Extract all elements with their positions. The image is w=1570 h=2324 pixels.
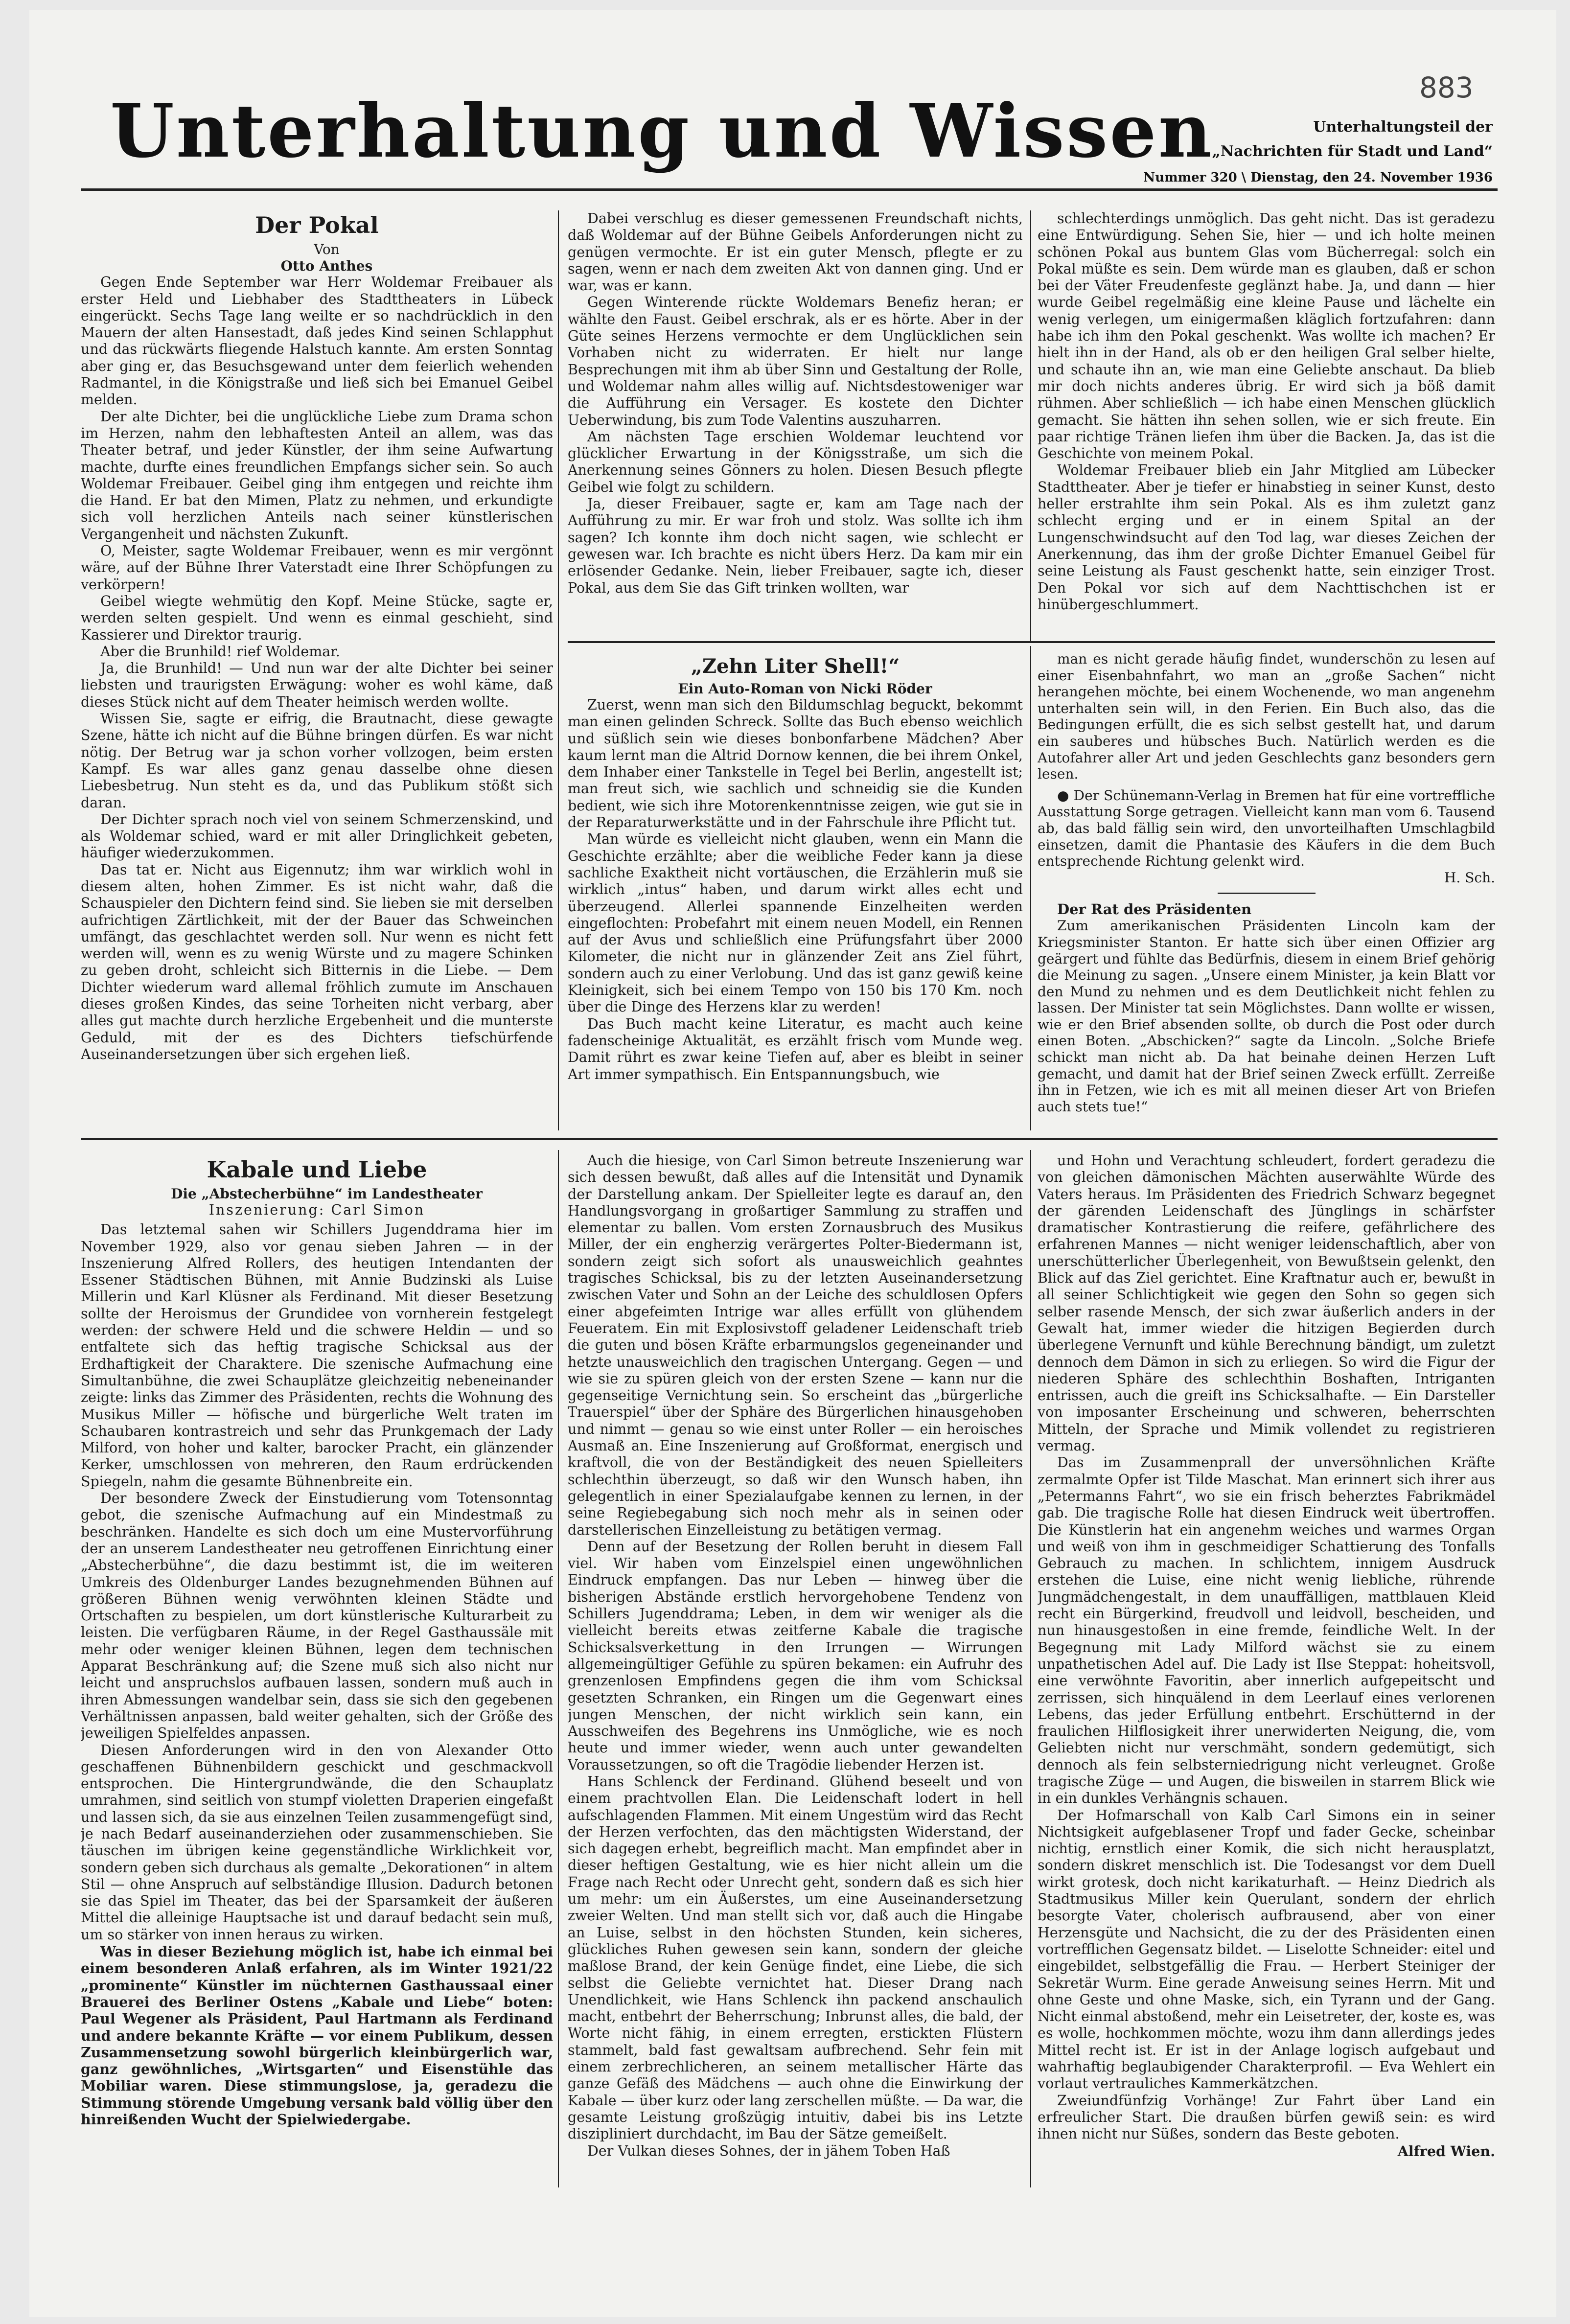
pokal-column-3 (1038, 210, 1495, 636)
rat-title: Der Rat des Präsidenten (1057, 901, 1252, 918)
pokal-column-2 (568, 210, 1023, 626)
pokal-paragraph: Der alte Dichter, bei die unglückliche Liebe zum Drama schon im Herzen, nahm den lebhaftesten Anteil an allem, was das Theater betraf, und jeder Künstler, der ihm seine Aufwartung machte, durfte eines freundlichen Empfangs sicher sein. So auch Woldemar Freibauer. Geibel ging ihm entgegen und reichte ihm die Hand. Er bat den Mimen, Platz zu nehmen, und erkundigte sich voll herzlichen Anteils nach seiner künstlerischen Vergangenheit und nächsten Zukunft. (81, 408, 553, 542)
pokal-paragraph: Aber die Brunhild! rief Woldemar. (100, 643, 340, 660)
kabale-paragraph: Der Hofmarschall von Kalb Carl Simons ein in seiner Nichtsigkeit aufgeblasener Tropf und fader Gecke, scheinbar nichtig, ernstlich einer Komik, die sich nicht herausplatzt, sondern diskret menschlich ist. Die Todesangst vor dem Duell wirkt grotesk, doch nicht karikaturhaft. — Heinz Diedrich als Stadtmusikus Miller kein Querulant, sondern der ehrlich besorgte Vater, cholerisch aufbrausend, aber von einer Herzensgüte und Nachsicht, die zu der des Präsidenten einen vortrefflichen Gegensatz bildet. — Liselotte Schneider: eitel und eingebildet, selbstgefällig die Frau. — Herbert Steiniger der Sekretär Wurm. Eine gerade Anweisung seines Herrn. Mit und ohne Geste und ohne Maske, sich, ein Tyrann und der Gang. Nicht einmal abstoßend, mehr ein Leisetreter, der, koste es, was es wolle, hochkommen möchte, wozu ihm dann allerdings jedes Mittel recht ist. Er ist in der Anlage logisch aufgebaut und wahrhaftig beglaubigender Charakterprofil. — Eva Wehlert ein vorlaut vertrauliches Kammerkätzchen. (1038, 1807, 1495, 2092)
kabale-subtitle: Die „Abstecherbühne“ im Landestheater (171, 1186, 483, 1202)
section-rule (568, 641, 1495, 643)
kabale-paragraph: Diesen Anforderungen wird in den von Alexander Otto geschaffenen Bühnenbildern geschickt und geschmackvoll entsprochen. Die Hintergrundwände, die den Schauplatz umrahmen, sind seitlich von stumpf violetten Draperien eingefaßt und lassen sich, da sie aus einzelnen Teilen zusammengefügt sind, je nach Bedarf auseinanderziehen oder zusammenschieben. Sie täuschen im übrigen keine gegenständliche Wirklichkeit vor, sondern geben sich durchaus als gemalte „Dekorationen“ in altem Stil — ohne Anspruch auf selbständige Illusion. Dadurch betonen sie das Spiel im Theater, das bei der Sparsamkeit der äußeren Mittel die alleinige Hauptsache ist und darauf bedacht sein muß, um so stärker von innen heraus zu wirken. (81, 1742, 553, 1943)
pokal-paragraph: Das tat er. Nicht aus Eigennutz; ihm war wirklich wohl in diesem alten, hohen Zimmer. Es ist nicht wahr, daß die Schauspieler den Dichtern feind sind. Sie lieben sie mit derselben aufrichtigen Zärtlichkeit, mit der der Bauer das Schweinchen umfängt, das geschlachtet werden soll. Nur wenn es nicht fett werden will, wenn es zu wenig Würste und zu magere Schinken zu geben droht, schleicht sich Bitternis in die Liebe. — Dem Dichter wiederum ward allemal fröhlich zumute im Anschauen dieses großen Kindes, das seine Torheiten nicht verbarg, aber alles gut machte durch herzliche Ergebenheit und die munterste Geduld, mit der es des Dichters tiefschürfende Auseinandersetzungen über sich ergehen ließ. (81, 861, 553, 1062)
newspaper-page (29, 10, 1556, 2317)
masthead-rule (81, 188, 1498, 191)
kabale-paragraph: Was in dieser Beziehung möglich ist, habe ich einmal bei einem besonderen Anlaß erfahren, als im Winter 1921/22 „prominente“ Künstler im nüchternen Gasthaussaal einer Brauerei des Berliner Ostens „Kabale und Liebe“ boten: Paul Wegener als Präsident, Paul Hartmann als Ferdinand und andere bekannte Kräfte — vor einem Publikum, dessen Zusammensetzung sowohl bürgerlich kleinbürgerlich war, ganz gewöhnliches, „Wirtsgarten“ und Eisenstühle das Mobiliar waren. Diese stimmungslose, ja, geradezu die Stimmung störende Umgebung versank bald völlig über den hinreißenden Wucht der Spielwiedergabe. (81, 1943, 553, 2128)
pokal-paragraph: schlechterdings unmöglich. Das geht nicht. Das ist geradezu eine Entwürdigung. Sehen Sie, hier — und ich holte meinen schönen Pokal aus buntem Glas vom Bücherregal: solch ein Pokal müßte es sein. Dem würde man es glauben, daß er schon bei der Väter Freudenfeste geglänzt habe. Ja, und dann — hier wurde Geibel regelmäßig eine kleine Pause und lächelte ein wenig verlegen, um einigermaßen kläglich fortzufahren: dann habe ich ihm den Pokal geschenkt. Was wollte ich machen? Er hielt ihn in der Hand, als ob er den heiligen Gral selber hielte, und schaute ihn an, wie man eine Geliebte anschaut. Da blieb mir doch nichts anderes übrig. Er wird sich ja böß damit rühmen. Aber schließlich — ich habe einen Menschen glücklich gemacht. Sie hätten ihn sehen sollen, wie er sich freute. Ein paar richtige Tränen liefen ihm über die Backen. Ja, das ist die Geschichte von meinem Pokal. (1038, 210, 1495, 462)
pokal-paragraph: Der Dichter sprach noch viel von seinem Schmerzenskind, und als Woldemar schied, ward er mit aller Dringlichkeit gebeten, häufiger wiederzukommen. (81, 811, 553, 861)
pokal-paragraph: Dabei verschlug es dieser gemessenen Freundschaft nichts, daß Woldemar auf der Bühne Geibels Anforderungen nicht zu genügen vermochte. Er ist ein guter Mensch, pflegte er zu sagen, wenn er nach dem zweiten Akt von dannen ging. Und er war, was er kann. (568, 210, 1023, 294)
shell-byline: Ein Auto-Roman von Nicki Röder (678, 681, 932, 697)
kabale-paragraph: Denn auf der Besetzung der Rollen beruht in diesem Fall viel. Wir haben vom Einzelspiel einen ungewöhnlichen Eindruck empfangen. Das nur Leben — hinweg über die bisherigen Abstände erstlich hervorgehobene Tendenz von Schillers Jugenddrama; Leben, in dem wir weniger als die vielleicht bereits etwas zeitferne Kabale die tragische Schicksalsverkettung in den Irrungen — Wirrungen allgemeingültiger Gefühle zu spüren bekamen: ein Aufruhr des grenzenlosen Empfindens gegen die ihm vom Schicksal gesetzten Schranken, ein Ringen um die Gegenwart eines jungen Menschen, der nicht wirklich sein kann, ein Ausschweifen des Begehrens ins Unmögliche, wie es noch heute und immer wieder, wenn auch unter gewandelten Voraussetzungen, so oft die Tragödie liebender Herzen ist. (568, 1538, 1023, 1773)
shell-paragraph: Man würde es vielleicht nicht glauben, wenn ein Mann die Geschichte erzählte; aber die weibliche Feder kann ja diese sachliche Exaktheit nicht vortäuschen, die Erzählerin muß sie wirklich „intus“ haben, und darum wirkt alles echt und überzeugend. Allerlei spannende Einzelheiten werden eingeflochten: Probefahrt mit einem neuen Modell, ein Rennen auf der Avus und schließlich eine Prüfungsfahrt über 2000 Kilometer, die nicht nur in glänzender Zeit ans Ziel führt, sondern auch zu einer Verlobung. Und das ist ganz gewiß keine Kleinigkeit, sich bei einem Tempo von 150 bis 170 Km. noch über die Dinge des Herzens klar zu werden! (568, 831, 1023, 1015)
masthead-title: Unterhaltung und Wissen (110, 88, 1214, 174)
kabale-paragraph: Hans Schlenck der Ferdinand. Glühend beseelt und von einem prachtvollen Elan. Die Leidenschaft lodert in hell aufschlagenden Flammen. Mit einem Ungestüm wird das Recht der Herzen verfochten, das den mächtigsten Widerstand, der sich dagegen erhebt, begreiflich macht. Man empfindet aber in dieser heftigen Gestaltung, wie es hier nicht allein um die Frage nach Recht oder Unrecht geht, sondern daß es sich hier um mehr: um ein Äußerstes, um eine Auseinandersetzung zweier Welten. Und man stellt sich vor, daß auch die Hingabe an Luise, selbst in den höchsten Stunden, kein sicheres, glückliches Ruhen gewesen sein kann, sondern der gleiche maßlose Brand, der kein Genüge findet, eine Liebe, die sich selbst die Geliebte vernichtet hat. Dieser Drang nach Unendlichkeit, wie Hans Schlenck ihn packend anschaulich macht, entbehrt der Beherrschung; Inbrunst alles, die bald, der Worte nicht fähig, in einem erregten, erstickten Flüstern stammelt, bald fast gewaltsam aufbrechend. Sehr fein mit einem zerbrechlicheren, an seinem metallischer Härte das ganze Gefäß des Mädchens — auch ohne die Einwirkung der Kabale — über kurz oder lang zerschellen müßte. — Da war, die gesamte Leistung großzügig intuitiv, dabei bis ins Letzte diszipliniert durchdacht, im Bau der Sätze gemeißelt. (568, 1773, 1023, 2142)
rat-paragraph: Zum amerikanischen Präsidenten Lincoln kam der Kriegsminister Stanton. Er hatte sich über einen Offizier arg geärgert und fühlte das Bedürfnis, diesem in einem Brief gehörig die Meinung zu sagen. „Unsere einem Minister, ja kein Blatt vor den Mund zu nehmen und es dem Deutlichkeit nicht fehlen zu lassen. Der Minister tat sein Möglichstes. Dann wollte er wissen, wie er den Brief absenden sollte, ob durch die Post oder durch einen Boten. „Abschicken?“ sagte da Lincoln. „Solche Briefe schickt man nicht ab. Da hat beinahe deinen Herzen Luft gemacht, und damit hat der Brief seinen Zweck erfüllt. Zerreiße ihn in Fetzen, wie ich es mit all meinen dieser Art von Briefen auch stets tue!“ (1038, 918, 1495, 1115)
kabale-paragraph: Das im Zusammenprall der unversöhnlichen Kräfte zermalmte Opfer ist Tilde Maschat. Man erinnert sich ihrer aus „Petermanns Fahrt“, wo sie ein frisch beherztes Fabrikmädel gab. Die tragische Rolle hat diesen Eindruck weit übertroffen. Die Künstlerin hat ein angenehm weiches und warmes Organ und weiß von ihm in geschmeidiger Schattierung des Tonfalls Gebrauch zu machen. In schlichtem, innigem Ausdruck erstehen die Luise, eine nicht wenig liebliche, rührende Jungmädchengestalt, in dem unauffälligen, mattblauen Kleid recht ein Bürgerkind, freudvoll und leidvoll, bescheiden, und nun hinausgestoßen in eine fremde, feindliche Welt. In der Begegnung mit Lady Milford wächst sie zu einem unpathetischen Adel auf. Die Lady ist Ilse Steppat: hoheitsvoll, eine verwöhnte Favoritin, aber innerlich aufgepeitscht und zerrissen, sich hinquälend in dem Leerlauf eines verlorenen Lebens, das jeder Erfüllung entbehrt. Erschütternd in der fraulichen Hilflosigkeit ihrer unerwiderten Neigung, die, vom Geliebten nicht nur verschmäht, sondern gedemütigt, sich dennoch als fein selbsterniedrigung nicht verleugnet. Große tragische Züge — und Augen, die bisweilen in starrem Blick wie in ein dunkles Verhängnis schauen. (1038, 1454, 1495, 1807)
pokal-paragraph: Woldemar Freibauer blieb ein Jahr Mitglied am Lübecker Stadttheater. Aber je tiefer er hinabstieg in seiner Kunst, desto heller erstrahlte ihm sein Pokal. Als es ihm zuletzt ganz schlecht erging und er in einem Spital an der Lungenschwindsucht auf den Tod lag, war dieses Zeichen der Anerkennung, das ihm der große Dichter Emanuel Geibel für seine Leistung als Faust geschenkt hatte, sein einziger Trost. Den Pokal vor sich auf dem Nachttischchen ist er hinübergeschlummert. (1038, 462, 1495, 613)
kabale-column-2 (568, 1152, 1023, 2185)
kabale-paragraph: Zweiundfünfzig Vorhänge! Zur Fahrt über Land ein erfreulicher Start. Die draußen bürfen gewiß sein: es wird ihnen nicht nur Süßes, sondern das Beste geboten. (1038, 2092, 1495, 2142)
kabale-signature: Alfred Wien. (1397, 2142, 1495, 2160)
column-divider (1030, 210, 1031, 641)
shell-column-1 (568, 646, 1023, 1130)
issue-line: Nummer 320 \ Dienstag, den 24. November 1936 (1143, 170, 1493, 185)
pokal-paragraph: Gegen Ende September war Herr Woldemar Freibauer als erster Held und Liebhaber des Stadttheaters in Lübeck eingerückt. Sechs Tage lang weilte er so nachdrücklich in den Mauern der alten Hansestadt, daß jedes Kind seinen Schlapphut und das rückwärts fliegende Halstuch kannte. Am ersten Sonntag aber ging er, das Besuchsgewand unter dem feierlich wehenden Radmantel, in die Königstraße und ließ sich bei Emanuel Geibel melden. (81, 274, 553, 408)
kabale-paragraph: Auch die hiesige, von Carl Simon betreute Inszenierung war sich dessen bewußt, daß alles auf die Intensität und Dynamik der Darstellung ankam. Der Spielleiter legte es darauf an, den Handlungsvorgang in großartiger Sammlung zu straffen und elementar zu ballen. Vom ersten Zornausbruch des Musikus Miller, der ein engherzig verärgertes Polter-Biedermann ist, sondern zeigt sich sofort als unausweichlich geahntes tragisches Schicksal, bis zu der letzten Auseinandersetzung zwischen Vater und Sohn an der Leiche des schuldlosen Opfers einer abgefeimten Intrige war alles erfüllt von glühendem Feueratem. Ein mit Explosivstoff geladener Leidenschaft trieb die guten und bösen Kräfte erbarmungslos gegeneinander und hetzte unausweichlich den tragischen Untergang. Gegen — und wie sie zu spüren gleich von der ersten Szene — kann nur die gegenseitige Vernichtung sein. So erscheint das „bürgerliche Trauerspiel“ über der Sphäre des Bürgerlichen hinausgehoben und nimmt — genau so wie einst unter Roller — ein heroisches Ausmaß an. Eine Inszenierung auf Großformat, energisch und kraftvoll, die von der Beständigkeit des neuen Spielleiters schlechthin überzeugt, so daß wir den Wunsch haben, ihn gelegentlich in einer Spezialaufgabe kennen zu lernen, in der seine Regiebegabung sich noch mehr als in seinen oder darstellerischen Einzelleistung zu betätigen vermag. (568, 1152, 1023, 1538)
pokal-column-1 (81, 203, 553, 1133)
pokal-paragraph: Geibel wiegte wehmütig den Kopf. Meine Stücke, sagte er, werden selten gespielt. Und wenn es einmal geschieht, sind Kassierer und Direktor traurig. (81, 593, 553, 643)
kabale-paragraph: Der Vulkan dieses Sohnes, der in jähem Toben Haß (587, 2142, 950, 2159)
kabale-title: Kabale und Liebe (207, 1156, 427, 1183)
page-number: 883 (1419, 71, 1474, 104)
masthead-subtitle-line-1: Unterhaltungsteil der (1313, 118, 1493, 136)
pokal-paragraph: Wissen Sie, sagte er eifrig, die Brautnacht, diese gewagte Szene, hätte ich nicht auf die Bühne bringen dürfen. Es war nicht nötig. Der Betrug war ja schon vorher vollzogen, beim ersten Kampf. Es war alles ganz genau dasselbe ohne diesen Liebesbetrug. Nun steht es da, und das Publikum stößt sich daran. (81, 711, 553, 811)
pokal-title: Der Pokal (255, 212, 379, 238)
masthead-subtitle (1091, 115, 1493, 164)
column-divider (558, 210, 559, 1130)
kabale-column-1 (81, 1148, 553, 2185)
section-rule (81, 1138, 1498, 1140)
pokal-author: Otto Anthes (280, 258, 373, 275)
shell-paragraph: Das Buch macht keine Literatur, es macht auch keine fadenscheinige Aktualität, es erzählt frisch vom Munde weg. Damit rührt es zwar keine Tiefen auf, aber es bleibt in seiner Art immer sympathisch. Ein Entspannungsbuch, wie (568, 1015, 1023, 1082)
kabale-paragraph: Das letztemal sahen wir Schillers Jugenddrama hier im November 1929, also vor genau sieben Jahren — in der Inszenierung Alfred Rollers, des heutigen Intendanten der Essener Städtischen Bühnen, mit Annie Budzinski als Luise Millerin und Karl Klüsner als Ferdinand. Mit dieser Besetzung sollte der Heroismus der Grundidee von vornherein festgelegt werden: der schwere Held und die schwere Heldin — und so entfaltete sich das heftig tragische Schicksal aus der Erdhaftigkeit der Charaktere. Die szenische Aufmachung eine Simultanbühne, die zwei Schauplätze gleichzeitig nebeneinander zeigte: links das Zimmer des Präsidenten, rechts die Wohnung des Musikus Miller — höfische und bürgerliche Welt traten im Schaubaren kontrastreich und sehr das Prunkgemach der Lady Milford, von hoher und kalter, barocker Pracht, ein glänzender Kerker, umschlossen von mehreren, den Raum erdrückenden Spiegeln, nahm die gesamte Bühnenbreite ein. (81, 1221, 553, 1490)
kabale-paragraph: Der besondere Zweck der Einstudierung vom Totensonntag gebot, die szenische Aufmachung auf ein Mindestmaß zu beschränken. Handelte es sich doch um eine Mustervorführung der an unserem Landestheater neu getroffenen Einrichtung einer „Abstecherbühne“, die dazu bestimmt ist, die im weiteren Umkreis des Oldenburger Landes bezugnehmenden Bühnen auf größeren Bühnen wenig verwöhnten kleinen Städte und Ortschaften zu bespielen, um dort künstlerische Kulturarbeit zu leisten. Die verfügbaren Räume, in der Regel Gasthaussäle mit mehr oder weniger kleinen Bühnen, legen dem technischen Apparat Beschränkung auf; die Szene muß sich also nicht nur leicht und anspruchslos aufbauen lassen, sondern muß auch in ihren Abmessungen wandelbar sein, dass sie sich den gegebenen Verhältnissen anpassen, bald weiter gehalten, sich der Größe des jeweiligen Spielfeldes anpassen. (81, 1490, 553, 1742)
pokal-paragraph: Ja, dieser Freibauer, sagte er, kam am Tage nach der Aufführung zu mir. Er war froh und stolz. Was sollte ich ihm sagen? Ich konnte ihm doch nicht sagen, wie schlecht er gewesen war. Ich brachte es nicht übers Herz. Da kam mir ein erlösender Gedanke. Nein, lieber Freibauer, sagte ich, dieser Pokal, aus dem Sie das Gift trinken wollten, war (568, 496, 1023, 596)
shell-publisher-note: ● Der Schünemann-Verlag in Bremen hat für eine vortreffliche Ausstattung Sorge getragen. Vielleicht kann man vom 6. Tausend ab, das bald fällig sein wird, den unvorteilhaften Umschlagbild einsetzen, damit die Phantasie des Käufers in die dem Buch entsprechende Richtung gelenkt wird. (1038, 787, 1495, 870)
shell-signature: H. Sch. (1444, 869, 1495, 886)
pokal-paragraph: Ja, die Brunhild! — Und nun war der alte Dichter bei seiner liebsten und traurigsten Erwägung: woher es wohl käme, daß dieses Stück nicht auf dem Theater heimisch werden wollte. (81, 660, 553, 710)
shell-paragraph: man es nicht gerade häufig findet, wunderschön zu lesen auf einer Eisenbahnfahrt, wo man an „große Sachen“ nicht herangehen möchte, bei einem Wochenende, wo man angenehm unterhalten sein will, in den Ferien. Ein Buch also, das die Bedingungen erfüllt, die es sich selbst gestellt hat, und darum ein sauberes und hübsches Buch. Natürlich werden es die Autofahrer aller Art und jeden Geschlechts ganz besonders gern lesen. (1038, 651, 1495, 782)
separator (1218, 893, 1316, 894)
kabale-column-3 (1038, 1152, 1495, 2185)
pokal-von: Von (314, 241, 340, 257)
column-divider (558, 1150, 559, 2187)
kabale-paragraph: und Hohn und Verachtung schleudert, fordert geradezu die von gleichen dämonischen Mächten auserwählte Würde des Vaters heraus. Im Präsidenten des Friedrich Schwarz begegnet der gärenden Leidenschaft des Jünglings in schärfster dramatischer Kontrastierung die reifere, gefährlichere des erfahrenen Mannes — nicht weniger leidenschaftlich, aber von unerschütterlicher Überlegenheit, von Bewußtsein gelenkt, den Blick auf das Ziel gerichtet. Eine Kraftnatur auch er, bewußt in all seiner Schlichtigkeit wie gegen den Sohn so gegen sich selber rasende Mensch, der sich zwar äußerlich anders in der Gewalt hat, immer wieder die hitzigen Begierden durch überlegene Vernunft und kühle Berechnung bändigt, um zuletzt dennoch dem Dämon in sich zu erliegen. So wird die Figur der niederen Sphäre des schlechthin Boshaften, Intriganten entrissen, auch die greift ins Schicksalhafte. — Ein Darsteller von imposanter Erscheinung und schweren, beherrschten Mitteln, der Sprache und Mimik vollendet zu registrieren vermag. (1038, 1152, 1495, 1454)
kabale-staging: Inszenierung: Carl Simon (208, 1202, 425, 1218)
column-divider (1030, 1150, 1031, 2187)
shell-title: „Zehn Liter Shell!“ (691, 655, 900, 678)
column-divider (1030, 646, 1031, 1130)
pokal-paragraph: O, Meister, sagte Woldemar Freibauer, wenn es mir vergönnt wäre, auf der Bühne Ihrer Vaterstadt eine Ihrer Schöpfungen zu verkörpern! (81, 543, 553, 593)
masthead-subtitle-line-2: „Nachrichten für Stadt und Land“ (1212, 143, 1493, 160)
pokal-paragraph: Gegen Winterende rückte Woldemars Benefiz heran; er wählte den Faust. Geibel erschrak, als er es hörte. Aber in der Güte seines Herzens vermochte er dem Unglücklichen sein Vorhaben nicht zu widerraten. Er hielt nur lange Besprechungen mit ihm ab über Sinn und Gestaltung der Rolle, und Woldemar nahm alles willig auf. Nichtsdestoweniger war die Aufführung ein Versager. Es kostete den Dichter Ueberwindung, bis zum Tode Valentins auszuharren. (568, 294, 1023, 428)
pokal-paragraph: Am nächsten Tage erschien Woldemar leuchtend vor glücklicher Erwartung in der Königsstraße, um sich die Anerkennung seines Gönners zu holen. Diesen Besuch pflegte Geibel wie folgt zu schildern. (568, 428, 1023, 495)
shell-column-2 (1038, 651, 1495, 1130)
shell-paragraph: Zuerst, wenn man sich den Bildumschlag beguckt, bekommt man einen gelinden Schreck. Sollte das Buch ebenso weichlich und süßlich sein wie dieses bonbonfarbene Mädchen? Aber kaum lernt man die Altrid Dornow kennen, die bei ihrem Onkel, dem Inhaber einer Tankstelle in Tegel bei Berlin, angestellt ist; man freut sich, wie sachlich und schneidig sie die Kunden bedient, wie sich ihre Motorenkenntnisse zeigen, wie gut sie in der Reparaturwerkstätte und in der Fahrschule ihre Pflicht tut. (568, 697, 1023, 831)
